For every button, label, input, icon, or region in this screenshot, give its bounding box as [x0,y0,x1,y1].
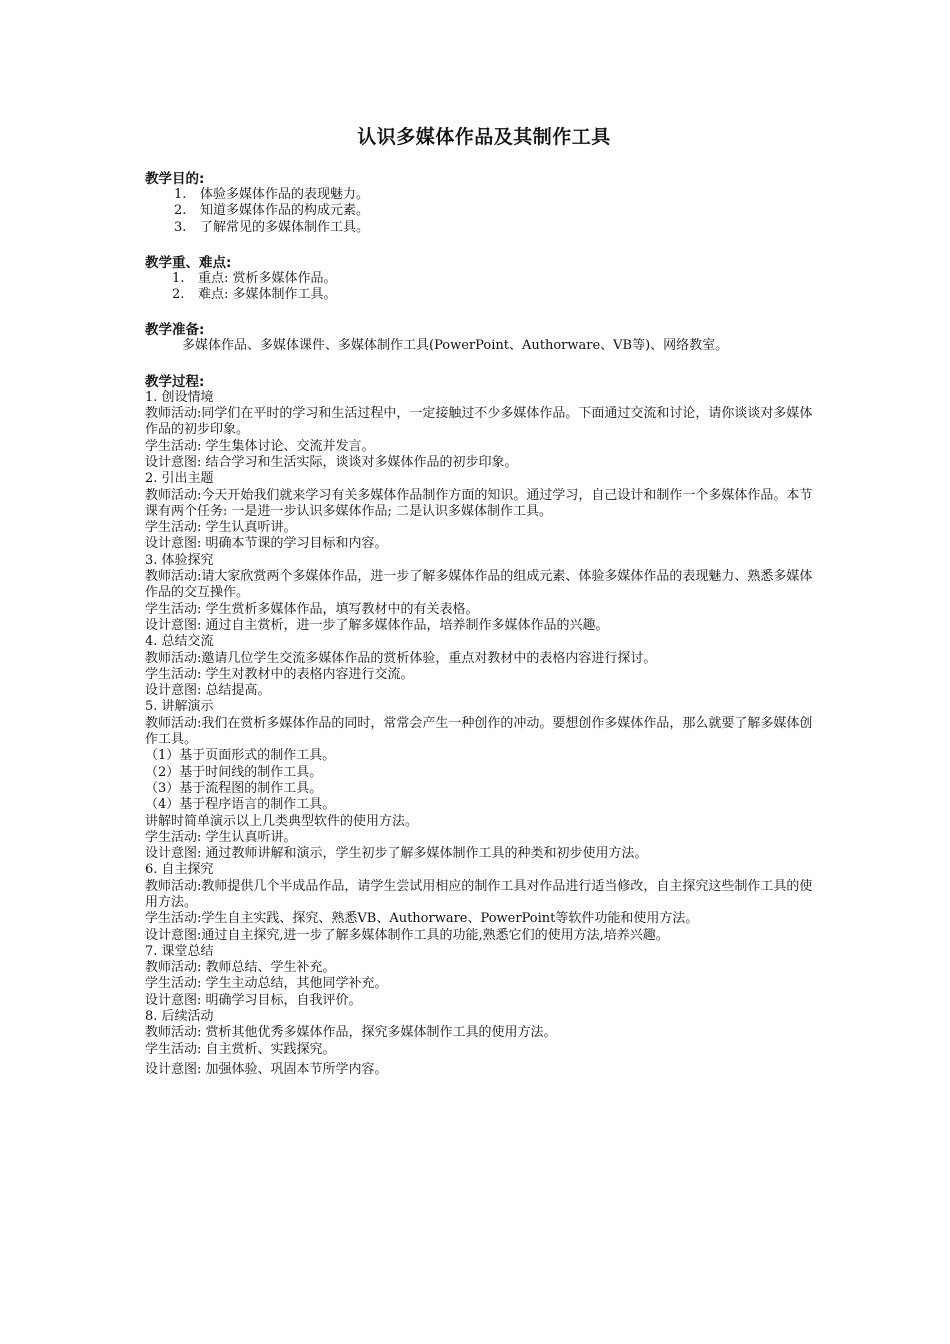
key-point-item: 1. 重点: 赏析多媒体作品。 [172,270,337,286]
objective-item: 3. 了解常见的多媒体制作工具。 [174,219,370,235]
process-step [145,634,815,699]
process-step [145,390,815,471]
step-line: 讲解时简单演示以上几类典型软件的使用方法。 [145,813,419,829]
step-title: 8. 后续活动 [145,1009,214,1025]
step-line: 设计意图: 明确本节课的学习目标和内容。 [145,536,388,552]
document-title: 认识多媒体作品及其制作工具 [357,126,611,148]
step-line: 教师活动:邀请几位学生交流多媒体作品的赏析体验，重点对教材中的表格内容进行探讨。 [145,650,657,666]
step-line: 学生活动:学生自主实践、探究、熟悉VB、Authorware、PowerPoint等软件功能和使用方法。 [145,911,699,927]
objective-item: 1. 体验多媒体作品的表现魅力。 [174,187,370,202]
step-title: 4. 总结交流 [145,634,214,650]
objectives-heading: 教学目的: [145,171,205,187]
step-line: 设计意图: 总结提高。 [145,683,271,699]
preparation-section [145,322,815,354]
step-title: 7. 课堂总结 [145,943,214,959]
step-line: 设计意图: 明确学习目标，自我评价。 [145,992,362,1008]
step-line: 教师活动:同学们在平时的学习和生活过程中，一定接触过不少多媒体作品。下面通过交流和讨论，请你谈谈对多媒体作品的初步印象。 [145,406,813,438]
step-line: 学生活动: 学生集体讨论、交流并发言。 [145,438,375,454]
step-line: 学生活动: 自主赏析、实践探究。 [145,1041,336,1057]
process-step [145,1009,815,1078]
step-line: 教师活动: 赏析其他优秀多媒体作品，探究多媒体制作工具的使用方法。 [145,1025,557,1041]
step-line: 设计意图: 通过自主赏析，进一步了解多媒体作品，培养制作多媒体作品的兴趣。 [145,617,609,633]
process-heading: 教学过程: [145,373,205,390]
step-line: （4）基于程序语言的制作工具。 [145,797,336,813]
key-points-heading: 教学重、难点: [145,254,232,271]
step-title: 1. 创设情境 [145,389,214,405]
step-line: 教师活动:请大家欣赏两个多媒体作品，进一步了解多媒体作品的组成元素、体验多媒体作品的表现魅力、熟悉多媒体作品的交互操作。 [145,569,813,601]
step-title: 6. 自主探究 [145,862,214,878]
preparation-heading: 教学准备: [145,322,205,339]
step-title: 5. 讲解演示 [145,699,214,715]
step-line: 教师活动:教师提供几个半成品作品，请学生尝试用相应的制作工具对作品进行适当修改，自主探究这些制作工具的使用方法。 [145,878,813,910]
key-point-item: 2. 难点: 多媒体制作工具。 [172,287,337,303]
process-step [145,862,815,943]
step-line: 设计意图: 通过教师讲解和演示，学生初步了解多媒体制作工具的种类和初步使用方法。 [145,846,648,862]
step-line: 设计意图: 加强体验、巩固本节所学内容。 [145,1061,388,1077]
step-title: 3. 体验探究 [145,552,214,568]
process-step [145,944,815,1009]
step-line: （2）基于时间线的制作工具。 [145,764,323,780]
step-line: （3）基于流程图的制作工具。 [145,780,323,796]
step-line: 学生活动: 学生主动总结，其他同学补充。 [145,976,388,992]
process-step [145,699,815,862]
document-page [145,122,815,1097]
step-line: 学生活动: 学生认真听讲。 [145,829,297,845]
process-section [145,374,815,1078]
step-title: 2. 引出主题 [145,471,214,487]
step-line: 学生活动: 学生赏析多媒体作品，填写教材中的有关表格。 [145,601,479,617]
step-line: 设计意图:通过自主探究,进一步了解多媒体制作工具的功能,熟悉它们的使用方法,培养兴趣。 [145,927,669,943]
step-line: 教师活动: 教师总结、学生补充。 [145,960,336,976]
step-line: （1）基于页面形式的制作工具。 [145,748,336,764]
process-step [145,553,815,634]
step-line: 设计意图: 结合学习和生活实际，谈谈对多媒体作品的初步印象。 [145,454,518,470]
step-line: 学生活动: 学生认真听讲。 [145,520,297,536]
process-step [145,471,815,552]
step-line: 学生活动: 学生对教材中的表格内容进行交流。 [145,666,414,682]
objectives-section [145,171,815,236]
key-points-section [145,255,815,304]
step-line: 教师活动:今天开始我们就来学习有关多媒体作品制作方面的知识。通过学习，自己设计和制作一个多媒体作品。本节课有两个任务: 一是进一步认识多媒体作品; 二是认识多媒体制作工具。 [145,487,813,519]
preparation-text: 多媒体作品、多媒体课件、多媒体制作工具(PowerPoint、Authorware、VB等)、网络教室。 [182,338,729,354]
objective-item: 2. 知道多媒体作品的构成元素。 [174,203,370,219]
step-line: 教师活动:我们在赏析多媒体作品的同时，常常会产生一种创作的冲动。要想创作多媒体作品，那么就要了解多媒体创作工具。 [145,715,813,748]
